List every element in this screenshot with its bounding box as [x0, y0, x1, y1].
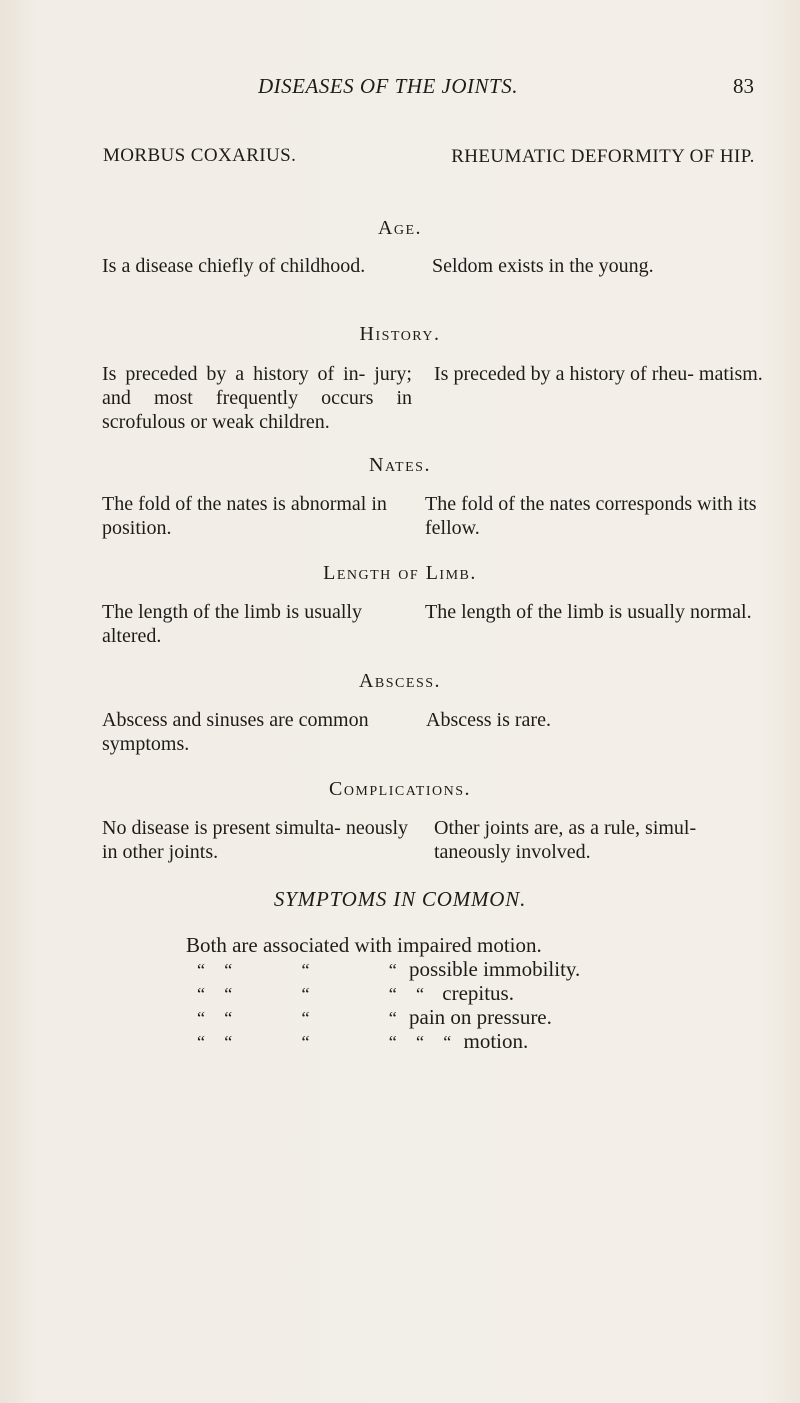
section-heading-nates: Nates.	[369, 454, 431, 476]
left-column-title: MORBUS COXARIUS.	[103, 145, 297, 166]
ditto-mark: “	[197, 1008, 205, 1028]
nates-right-text: The fold of the nates corresponds with its fellow.	[425, 493, 757, 539]
ditto-mark: “	[443, 1032, 452, 1052]
running-head: DISEASES OF THE JOINTS.	[258, 74, 518, 98]
symptom-text: crepitus.	[442, 981, 514, 1005]
symptom-line-4	[190, 1005, 770, 1030]
ditto-mark: “	[388, 1032, 397, 1052]
symptom-text: motion.	[463, 1029, 529, 1053]
length-left-text: The length of the limb is usually altered.	[102, 601, 362, 647]
ditto-mark: “	[224, 984, 233, 1004]
age-right-text: Seldom exists in the young.	[432, 255, 654, 277]
ditto-mark: “	[388, 960, 397, 980]
complications-left-text: No disease is present simulta- neously in other joints.	[102, 817, 409, 863]
ditto-mark: “	[301, 1008, 310, 1028]
complications-right-text: Other joints are, as a rule, simul- taneously involved.	[434, 817, 697, 863]
nates-left-text: The fold of the nates is abnormal in position.	[102, 493, 387, 539]
page-number: 83	[733, 74, 754, 98]
section-heading-abscess: Abscess.	[358, 670, 442, 692]
ditto-mark: “	[301, 1032, 310, 1052]
section-heading-complications: Complications.	[328, 778, 471, 800]
abscess-right-text: Abscess is rare.	[426, 709, 551, 731]
symptom-line-1: Both are associated with impaired motion.	[186, 933, 542, 957]
symptoms-in-common-title: SYMPTOMS IN COMMON.	[273, 887, 527, 911]
ditto-mark: “	[388, 1008, 397, 1028]
ditto-mark: “	[197, 960, 205, 980]
ditto-mark: “	[224, 960, 233, 980]
symptom-text: pain on pressure.	[409, 1005, 552, 1029]
abscess-left-text: Abscess and sinuses are common symptoms.	[102, 709, 369, 755]
symptom-line-5	[190, 1029, 770, 1054]
age-left-text: Is a disease chiefly of childhood.	[102, 255, 366, 277]
symptom-text: possible immobility.	[409, 957, 581, 981]
ditto-mark: “	[416, 984, 424, 1004]
ditto-mark: “	[197, 984, 205, 1004]
ditto-mark: “	[301, 960, 310, 980]
ditto-mark: “	[388, 984, 397, 1004]
symptom-line-3	[190, 981, 770, 1006]
symptom-line-2	[190, 957, 770, 982]
ditto-mark: “	[197, 1032, 205, 1052]
ditto-mark: “	[416, 1032, 424, 1052]
section-heading-history: History.	[359, 323, 441, 345]
ditto-mark: “	[224, 1032, 233, 1052]
right-column-title: RHEUMATIC DEFORMITY OF HIP.	[451, 146, 755, 167]
ditto-mark: “	[301, 984, 310, 1004]
section-heading-age: Age.	[377, 217, 423, 239]
history-left-text: Is preceded by a history of in- jury; and most frequently occurs in scrofulous or weak children.	[102, 363, 412, 433]
length-right-text: The length of the limb is usually normal.	[425, 601, 752, 623]
ditto-mark: “	[224, 1008, 233, 1028]
section-heading-length-of-limb: Length of Limb.	[323, 562, 477, 584]
history-right-text: Is preceded by a history of rheu- matism.	[434, 363, 763, 385]
